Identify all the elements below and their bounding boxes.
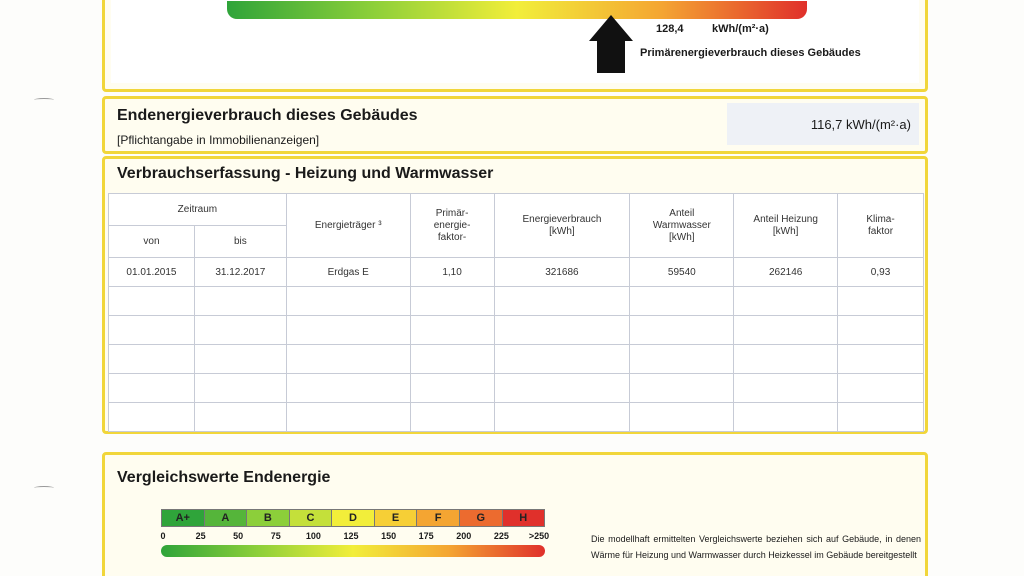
efficiency-class-e: E [375,510,418,526]
margin-mark [34,98,54,102]
cell-faktor: 1,10 [410,258,494,287]
table-row [109,374,924,403]
header-energietraeger: Energieträger ³ [286,194,410,258]
margin-mark [34,486,54,490]
primary-energy-value: 128,4 [656,23,684,35]
header-warmwasser: Anteil Warmwasser [kWh] [630,194,734,258]
primary-energy-unit: kWh/(m²·a) [712,23,769,35]
scale-tick-label: 225 [493,531,509,541]
primary-energy-panel [102,0,928,92]
comparison-gradient-bar [161,545,545,557]
end-energy-value: 116,7 kWh/(m²·a) [810,117,911,132]
efficiency-class-g: G [460,510,503,526]
table-row [109,287,924,316]
efficiency-class-a: A [205,510,248,526]
comparison-panel [102,452,928,576]
header-zeitraum: Zeitraum [109,194,287,226]
table-row [109,258,924,287]
header-klimafaktor: Klima- faktor [838,194,924,258]
cell-heizung: 262146 [734,258,838,287]
cell-warmwasser: 59540 [630,258,734,287]
scale-tick-label: 50 [233,531,244,541]
consumption-title: Verbrauchserfassung - Heizung und Warmwasser [117,165,494,182]
efficiency-class-b: B [247,510,290,526]
consumption-panel [102,156,928,434]
efficiency-class-c: C [290,510,333,526]
cell-klima: 0,93 [838,258,924,287]
scale-ticks [157,531,551,545]
comparison-title: Vergleichswerte Endenergie [117,469,331,486]
primary-energy-caption: Primärenergieverbrauch dieses Gebäudes [640,47,861,59]
scale-tick-label: 150 [381,531,397,541]
scale-tick-label: 25 [195,531,206,541]
cell-verbrauch: 321686 [494,258,630,287]
scale-tick-label: 0 [160,531,166,541]
value-arrow-icon [589,15,633,75]
efficiency-class-aplus: A+ [162,510,205,526]
end-energy-panel [102,96,928,154]
efficiency-class-d: D [332,510,375,526]
cell-von: 01.01.2015 [109,258,195,287]
scale-tick-label: 175 [418,531,434,541]
header-energieverbrauch: Energieverbrauch [kWh] [494,194,630,258]
scale-tick-label: 100 [305,531,321,541]
efficiency-class-scale [161,509,545,527]
header-von: von [109,226,195,258]
table-row [109,345,924,374]
cell-traeger: Erdgas E [286,258,410,287]
table-row [109,403,924,432]
energy-scale-bar [227,1,807,19]
end-energy-value-box [727,103,919,145]
consumption-table [108,193,924,432]
scale-tick-label: 200 [456,531,472,541]
table-row [109,316,924,345]
efficiency-class-h: H [503,510,545,526]
end-energy-subtitle: [Pflichtangabe in Immobilienanzeigen] [117,133,320,147]
scale-tick-label: 125 [343,531,359,541]
end-energy-title: Endenergieverbrauch dieses Gebäudes [117,107,418,124]
efficiency-class-f: F [417,510,460,526]
cell-bis: 31.12.2017 [194,258,286,287]
header-primaerfaktor: Primär- energie- faktor- [410,194,494,258]
comparison-text: Die modellhaft ermittelten Vergleichswerte beziehen sich auf Gebäude, in denen Wärme für Heizung und Warmwasser durch Heizkessel im Gebäude bereitgestellt [591,534,921,560]
header-bis: bis [194,226,286,258]
header-heizung: Anteil Heizung [kWh] [734,194,838,258]
scale-tick-label: >250 [528,531,550,541]
scale-tick-label: 75 [270,531,281,541]
